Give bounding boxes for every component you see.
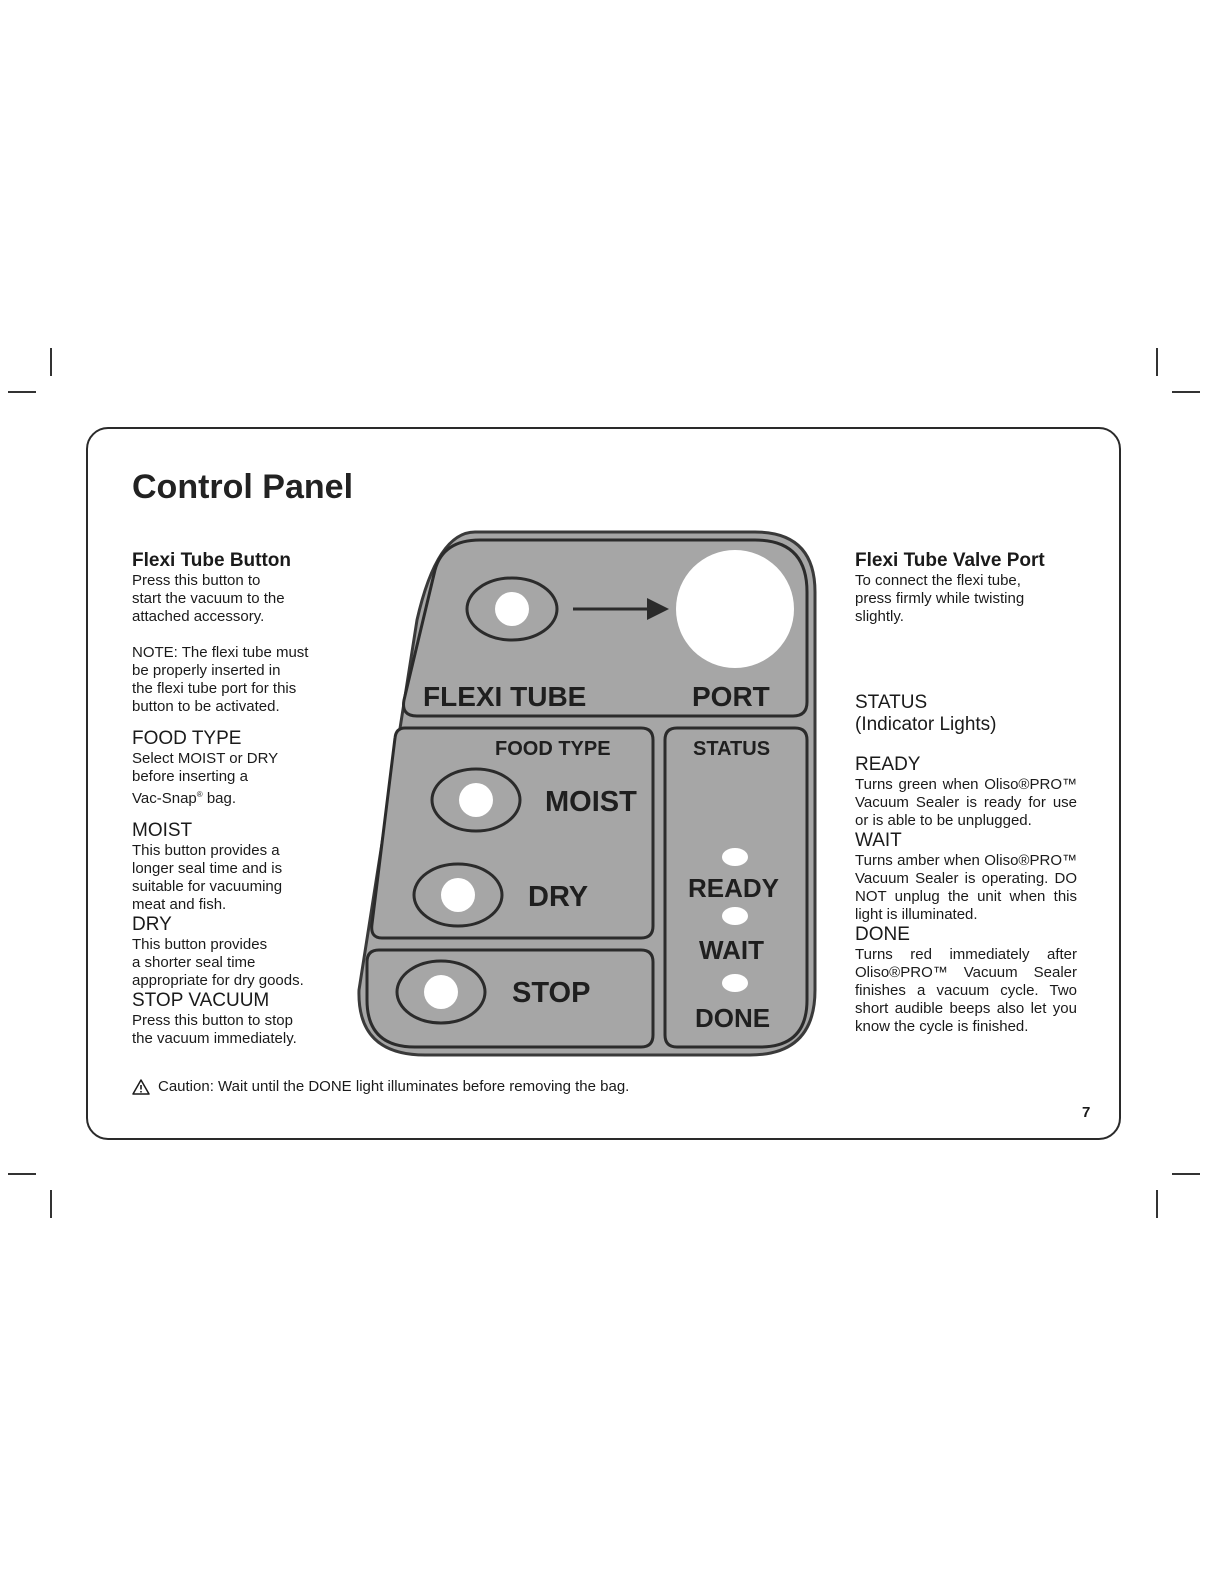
note-line: be properly inserted in xyxy=(132,662,281,679)
crop-mark xyxy=(1172,1173,1200,1175)
page-number: 7 xyxy=(1082,1104,1091,1121)
caution-note xyxy=(132,1077,629,1097)
panel-label-dry: DRY xyxy=(528,881,589,913)
text-line: start the vacuum to the xyxy=(132,590,285,607)
note-line: the flexi tube port for this xyxy=(132,680,297,697)
text-line: Select MOIST or DRY xyxy=(132,750,279,767)
moist-button-light xyxy=(459,783,493,817)
panel-label-port: PORT xyxy=(692,681,770,712)
status-heading: STATUS xyxy=(855,692,928,713)
flexi-tube-button-heading: Flexi Tube Button xyxy=(132,550,292,571)
done-description: Turns red immediately after Oliso®PRO™ Vacuum Sealer finishes a vacuum cycle. Two short audible beeps also let you know the cycle is finished. xyxy=(855,946,1077,1035)
crop-mark xyxy=(1156,1190,1158,1218)
text-fragment: bag. xyxy=(202,790,237,807)
panel-label-done: DONE xyxy=(695,1003,771,1033)
text-line: a shorter seal time xyxy=(132,954,256,971)
brand-name: Vac-Snap xyxy=(132,790,197,807)
text-line: To connect the flexi tube, xyxy=(855,572,1021,589)
food-type-heading: FOOD TYPE xyxy=(132,728,242,749)
text-line: slightly. xyxy=(855,608,904,625)
flexi-tube-button-light xyxy=(495,592,529,626)
text-line: This button provides xyxy=(132,936,268,953)
page-title: Control Panel xyxy=(132,468,354,506)
text-line: longer seal time and is xyxy=(132,860,283,877)
ready-indicator-light xyxy=(722,848,748,866)
crop-mark xyxy=(1172,391,1200,393)
stop-button-light xyxy=(424,975,458,1009)
control-panel-diagram xyxy=(355,530,817,1060)
text-line: suitable for vacuuming xyxy=(132,878,283,895)
note-line: button to be activated. xyxy=(132,698,280,715)
crop-mark xyxy=(1156,348,1158,376)
text-line: meat and fish. xyxy=(132,896,227,913)
done-indicator-light xyxy=(722,974,748,992)
crop-mark xyxy=(50,348,52,376)
text-line: Press this button to stop xyxy=(132,1012,293,1029)
caution-text: Caution: Wait until the DONE light illuminates before removing the bag. xyxy=(158,1078,630,1095)
panel-label-wait: WAIT xyxy=(699,935,764,965)
text-line xyxy=(132,786,357,808)
text-line: Press this button to xyxy=(132,572,261,589)
wait-indicator-light xyxy=(722,907,748,925)
valve-port-circle xyxy=(676,550,794,668)
text-line: before inserting a xyxy=(132,768,248,785)
right-column xyxy=(855,550,1077,1036)
registered-mark: ® xyxy=(196,790,203,799)
panel-label-food-type: FOOD TYPE xyxy=(495,738,611,760)
left-column xyxy=(132,550,357,1048)
status-subheading: (Indicator Lights) xyxy=(855,714,997,735)
wait-description: Turns amber when Oliso®PRO™ Vacuum Sealer is operating. DO NOT unplug the unit when this light is illuminated. xyxy=(855,852,1077,923)
warning-icon xyxy=(132,1079,150,1095)
text-line: attached accessory. xyxy=(132,608,265,625)
panel-label-flexi-tube: FLEXI TUBE xyxy=(423,681,587,712)
text-line: appropriate for dry goods. xyxy=(132,972,304,989)
text-line: press firmly while twisting xyxy=(855,590,1025,607)
ready-heading: READY xyxy=(855,754,921,775)
dry-button-light xyxy=(441,878,475,912)
moist-heading: MOIST xyxy=(132,820,193,841)
stop-vacuum-heading: STOP VACUUM xyxy=(132,990,270,1011)
ready-description: Turns green when Oliso®PRO™ Vacuum Sealer is ready for use or is able to be unplugged. xyxy=(855,776,1077,829)
crop-mark xyxy=(50,1190,52,1218)
text-line: This button provides a xyxy=(132,842,280,859)
crop-mark xyxy=(8,1173,36,1175)
dry-heading: DRY xyxy=(132,914,172,935)
wait-heading: WAIT xyxy=(855,830,902,851)
text-line: the vacuum immediately. xyxy=(132,1030,297,1047)
note-line: NOTE: The flexi tube must xyxy=(132,644,309,661)
panel-label-stop: STOP xyxy=(512,977,591,1009)
valve-port-heading: Flexi Tube Valve Port xyxy=(855,550,1045,571)
panel-label-ready: READY xyxy=(688,873,780,903)
done-heading: DONE xyxy=(855,924,910,945)
panel-label-moist: MOIST xyxy=(545,786,637,818)
crop-mark xyxy=(8,391,36,393)
panel-label-status: STATUS xyxy=(693,738,771,760)
stop-section xyxy=(367,950,653,1047)
